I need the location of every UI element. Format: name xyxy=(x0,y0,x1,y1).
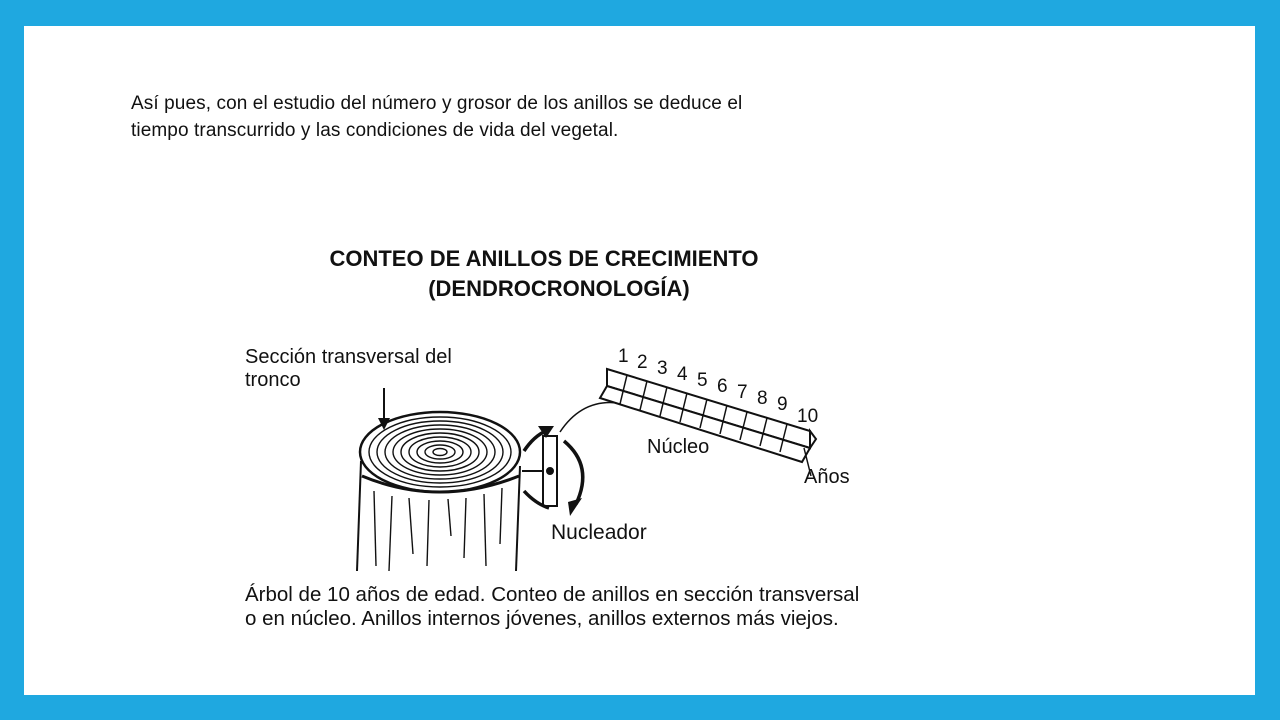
corer-icon xyxy=(522,426,583,516)
label-corer: Nucleador xyxy=(551,521,647,544)
figure-caption: Árbol de 10 años de edad. Conteo de anillos en sección transversal o en núcleo. Anillos internos jóvenes, anillos externos más viejos. xyxy=(245,583,860,630)
slide xyxy=(24,26,1255,695)
figure-title-line1: CONTEO DE ANILLOS DE CRECIMIENTO xyxy=(329,246,759,271)
dendrochronology-figure xyxy=(224,236,864,656)
tree-rings-icon xyxy=(360,412,520,492)
stump-trunk-icon xyxy=(357,461,520,571)
label-cross-section: Sección transversal del tronco xyxy=(245,346,452,391)
ruler-number-4: 4 xyxy=(677,364,688,385)
ruler-number-10: 10 xyxy=(797,406,819,427)
ruler-number-9: 9 xyxy=(777,394,788,415)
intro-paragraph: Así pues, con el estudio del número y grosor de los anillos se deduce el tiempo transcurrido y las condiciones de vida del vegetal. xyxy=(131,93,743,141)
ruler-number-3: 3 xyxy=(657,358,668,379)
label-core: Núcleo xyxy=(647,436,710,458)
ruler-number-6: 6 xyxy=(717,376,728,397)
label-years: Años xyxy=(804,466,850,488)
ruler-number-5: 5 xyxy=(697,370,708,391)
ruler-number-7: 7 xyxy=(737,382,748,403)
figure-title-line2: (DENDROCRONOLOGÍA) xyxy=(428,276,690,301)
ruler-number-8: 8 xyxy=(757,388,768,409)
core-sample-ruler-icon xyxy=(600,369,819,476)
ruler-number-2: 2 xyxy=(637,352,648,373)
ruler-number-1: 1 xyxy=(618,346,629,367)
